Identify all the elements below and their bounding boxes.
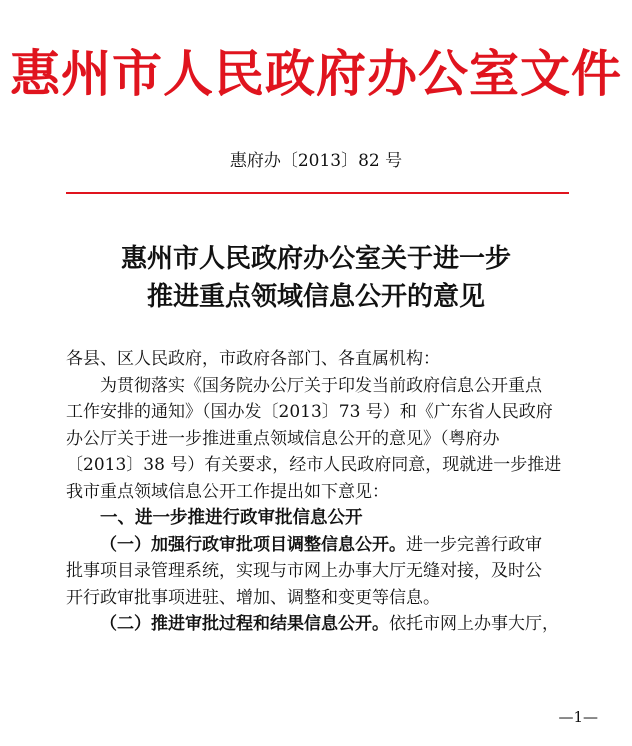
item-1-first-line — [66, 532, 582, 559]
document-title — [0, 240, 632, 316]
intro-line-4: 〔2013〕38 号）有关要求，经市人民政府同意，现就进一步推进 — [66, 455, 562, 475]
section-1-heading: 一、进一步推进行政审批信息公开 — [100, 508, 363, 528]
intro-line-2: 工作安排的通知》（国办发〔2013〕73 号）和《广东省人民政府 — [66, 402, 553, 422]
item-2-text: 依托市网上办事大厅， — [389, 614, 559, 634]
item-2-first-line — [66, 611, 582, 638]
item-1-line-2: 批事项目录管理系统，实现与市网上办事大厅无缝对接，及时公 — [66, 561, 542, 581]
red-separator-rule — [66, 192, 569, 194]
item-1-lead: （一）加强行政审批项目调整信息公开。 — [100, 534, 406, 555]
salutation: 各县、区人民政府，市政府各部门、各直属机构： — [66, 349, 440, 369]
document-title-line-1: 惠州市人民政府办公室关于进一步 — [120, 244, 511, 274]
page-number: —1— — [558, 708, 598, 726]
intro-line-3: 办公厅关于进一步推进重点领域信息公开的意见》（粤府办 — [66, 428, 500, 449]
document-title-line-2: 推进重点领域信息公开的意见 — [146, 282, 485, 312]
item-1-line-3: 开行政审批事项进驻、增加、调整和变更等信息。 — [66, 587, 440, 608]
document-body — [66, 346, 582, 638]
item-1-text: 进一步完善行政审 — [406, 534, 542, 555]
document-number: 惠府办〔2013〕82 号 — [229, 151, 403, 171]
item-2-lead: （二）推进审批过程和结果信息公开。 — [100, 614, 389, 634]
intro-line-1: 为贯彻落实《国务院办公厅关于印发当前政府信息公开重点 — [100, 375, 542, 396]
document-header-title: 惠州市人民政府办公室文件 — [10, 44, 622, 103]
intro-line-5: 我市重点领域信息公开工作提出如下意见： — [66, 481, 389, 502]
